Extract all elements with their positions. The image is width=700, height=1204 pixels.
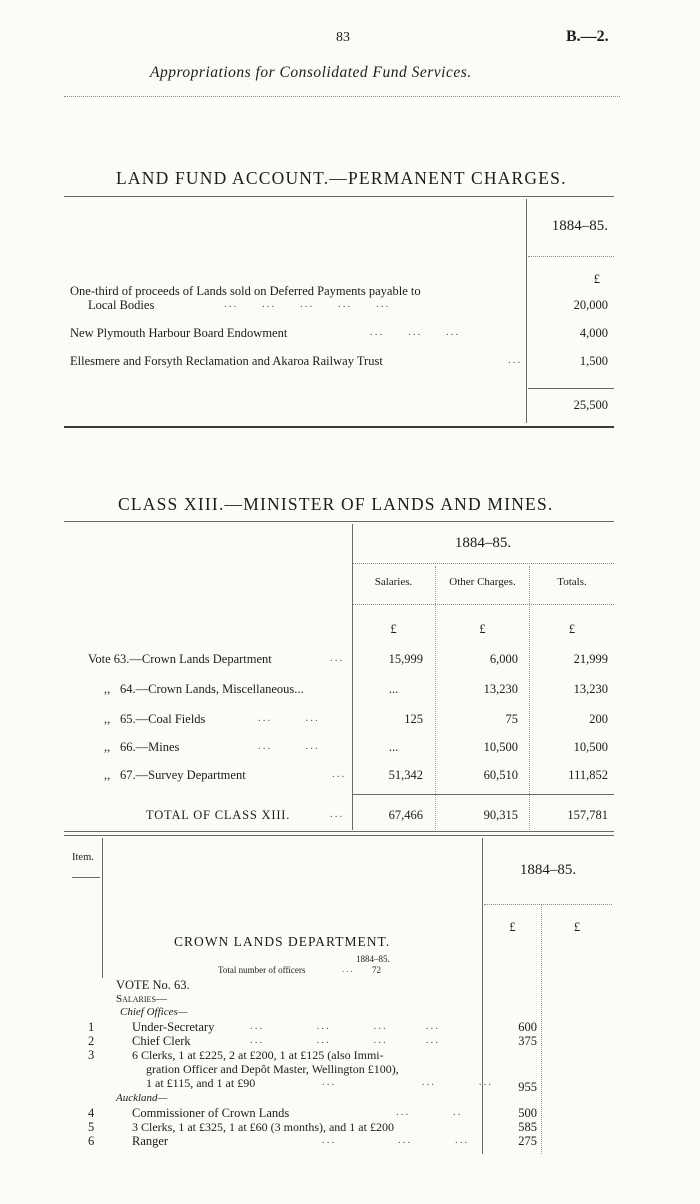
land-fund-total: 25,500: [573, 398, 608, 412]
auckland-heading: Auckland—: [116, 1092, 168, 1104]
crown-lands-currency-1: £: [509, 920, 516, 934]
class13-row-vote-63: Vote 63.—Crown Lands Department: [88, 652, 272, 666]
class13-col-other-charges: Other Charges.: [449, 576, 516, 588]
class13-top-rule: [64, 521, 614, 522]
item-text-continued: gration Officer and Depôt Master, Wellington £100),: [146, 1062, 399, 1076]
land-fund-row-3-label: Ellesmere and Forsyth Reclamation and Akaroa Railway Trust: [70, 354, 383, 368]
ditto-mark: ,,: [104, 682, 111, 696]
amount-column-rule: [541, 904, 542, 1154]
land-fund-title: LAND FUND ACCOUNT.—PERMANENT CHARGES.: [116, 168, 567, 188]
item-text: Chief Clerk: [132, 1034, 191, 1048]
item-amount: 585: [518, 1120, 537, 1134]
item-number: 1: [88, 1020, 95, 1034]
class13-row-2-salaries: ...: [388, 682, 399, 696]
land-fund-total-rule: [528, 388, 614, 389]
land-fund-column-rule: [526, 199, 527, 423]
class13-row-3-total: 200: [589, 712, 608, 726]
vote-number: VOTE No. 63.: [116, 978, 190, 992]
officers-count: 72: [372, 965, 381, 975]
item-column-header: Item.: [72, 852, 94, 863]
class13-row-5-total: 111,852: [568, 768, 608, 782]
class13-total-rule: [353, 794, 614, 795]
leader-dots: ... ... ... ...: [250, 1020, 440, 1032]
class13-row-4-total: 10,500: [573, 740, 608, 754]
leader-dots: ... ... ...: [322, 1134, 470, 1146]
class13-row-1-other: 6,000: [489, 652, 518, 666]
class13-row-2-other: 13,230: [483, 682, 518, 696]
ditto-mark: ,,: [104, 712, 111, 726]
leader-dots: ...: [332, 768, 347, 780]
class13-column-rule-3: [529, 566, 530, 830]
item-amount: 275: [518, 1134, 537, 1148]
land-fund-bottom-rule: [64, 426, 614, 428]
item-text: Commissioner of Crown Lands: [132, 1106, 290, 1120]
item-number: 6: [88, 1134, 95, 1148]
class13-row-vote-67: 67.—Survey Department: [120, 768, 246, 782]
class13-row-4-other: 10,500: [483, 740, 518, 754]
land-fund-row-1-label-cont: Local Bodies: [88, 298, 155, 312]
class13-year-rule: [353, 563, 614, 564]
leader-dots: ... ... ... ... ...: [224, 298, 391, 310]
land-fund-row-1-amount: 20,000: [573, 298, 608, 312]
class13-bottom-rule-2: [64, 835, 614, 836]
class13-label-column-rule: [352, 524, 353, 830]
class13-year-header: 1884–85.: [454, 535, 512, 551]
item-number: 4: [88, 1106, 95, 1120]
dept-title: CROWN LANDS DEPARTMENT.: [174, 934, 391, 949]
land-fund-row-1-label: One-third of proceeds of Lands sold on Deferred Payments payable to: [70, 284, 421, 298]
class13-row-5-other: 60,510: [483, 768, 518, 782]
class13-row-4-salaries: ...: [388, 740, 399, 754]
officers-year: 1884–85.: [356, 954, 390, 964]
class13-row-3-other: 75: [505, 712, 518, 726]
class13-row-1-salaries: 15,999: [388, 652, 423, 666]
land-fund-header-rule: [528, 256, 614, 257]
class13-col-totals: Totals.: [557, 576, 587, 588]
class13-colhead-rule: [353, 604, 614, 605]
item-number: 3: [88, 1048, 95, 1062]
land-fund-row-2-amount: 4,000: [579, 326, 608, 340]
header-rule: [64, 96, 620, 97]
land-fund-row-3-amount: 1,500: [579, 354, 608, 368]
class13-total-salaries: 67,466: [388, 808, 423, 822]
chief-offices-heading: Chief Offices—: [120, 1006, 188, 1018]
leader-dots: ...: [330, 808, 345, 820]
item-amount: 500: [518, 1106, 537, 1120]
class13-row-vote-65: 65.—Coal Fields: [120, 712, 206, 726]
land-fund-row-2-label: New Plymouth Harbour Board Endowment: [70, 326, 288, 340]
class13-row-vote-64: 64.—Crown Lands, Miscellaneous...: [120, 682, 304, 696]
class13-total-label: TOTAL OF CLASS XIII.: [146, 808, 291, 822]
class13-col-salaries: Salaries.: [374, 576, 413, 588]
item-number: 5: [88, 1120, 95, 1134]
class13-column-rule-2: [435, 566, 436, 830]
leader-dots: ... ..: [396, 1106, 463, 1118]
crown-lands-year-header: 1884–85.: [519, 862, 577, 878]
officers-label: Total number of officers: [218, 965, 306, 975]
class13-row-1-total: 21,999: [573, 652, 608, 666]
ditto-mark: ,,: [104, 768, 111, 782]
item-amount: 600: [518, 1020, 537, 1034]
leader-dots: ...: [330, 652, 345, 664]
page-number: 83: [336, 30, 350, 45]
class13-row-3-salaries: 125: [404, 712, 423, 726]
class13-currency-salaries: £: [390, 622, 397, 636]
class13-total-other: 90,315: [483, 808, 518, 822]
class13-title: CLASS XIII.—MINISTER OF LANDS AND MINES.: [118, 494, 554, 514]
class13-row-vote-66: 66.—Mines: [120, 740, 180, 754]
class13-currency-other: £: [479, 622, 486, 636]
land-fund-top-rule: [64, 196, 614, 197]
class13-total-total: 157,781: [567, 808, 608, 822]
land-fund-year-header: 1884–85.: [551, 218, 608, 234]
item-amount: 375: [518, 1034, 537, 1048]
leader-dots: ... ...: [258, 712, 320, 724]
item-text-continued: 1 at £115, and 1 at £90: [146, 1076, 256, 1090]
class13-row-2-total: 13,230: [573, 682, 608, 696]
item-header-rule: [72, 877, 100, 878]
running-title: Appropriations for Consolidated Fund Services.: [150, 64, 472, 81]
item-text: Under-Secretary: [132, 1020, 215, 1034]
crown-lands-header-rule: [484, 904, 612, 905]
leader-dots: ... ...: [258, 740, 320, 752]
salaries-heading: Salaries—: [116, 993, 167, 1005]
text-column-rule: [482, 838, 483, 1154]
class13-currency-totals: £: [568, 622, 576, 636]
leader-dots: ... ... ...: [370, 326, 461, 338]
leader-dots: ...: [342, 964, 355, 974]
paper-code: B.—2.: [566, 28, 609, 45]
leader-dots: ... ... ... ...: [250, 1034, 440, 1046]
leader-dots: ...: [508, 354, 523, 366]
item-column-rule: [102, 838, 103, 978]
crown-lands-currency-2: £: [573, 920, 581, 934]
leader-dots: ... ... ...: [322, 1076, 493, 1088]
ditto-mark: ,,: [104, 740, 111, 754]
item-number: 2: [88, 1034, 95, 1048]
land-fund-currency: £: [593, 272, 600, 286]
class13-row-5-salaries: 51,342: [388, 768, 423, 782]
item-text: 6 Clerks, 1 at £225, 2 at £200, 1 at £125 (also Immi-: [132, 1048, 384, 1062]
class13-bottom-rule-1: [64, 831, 614, 832]
item-amount: 955: [518, 1080, 537, 1094]
item-text: Ranger: [132, 1134, 169, 1148]
item-text: 3 Clerks, 1 at £325, 1 at £60 (3 months), and 1 at £200: [132, 1120, 394, 1134]
